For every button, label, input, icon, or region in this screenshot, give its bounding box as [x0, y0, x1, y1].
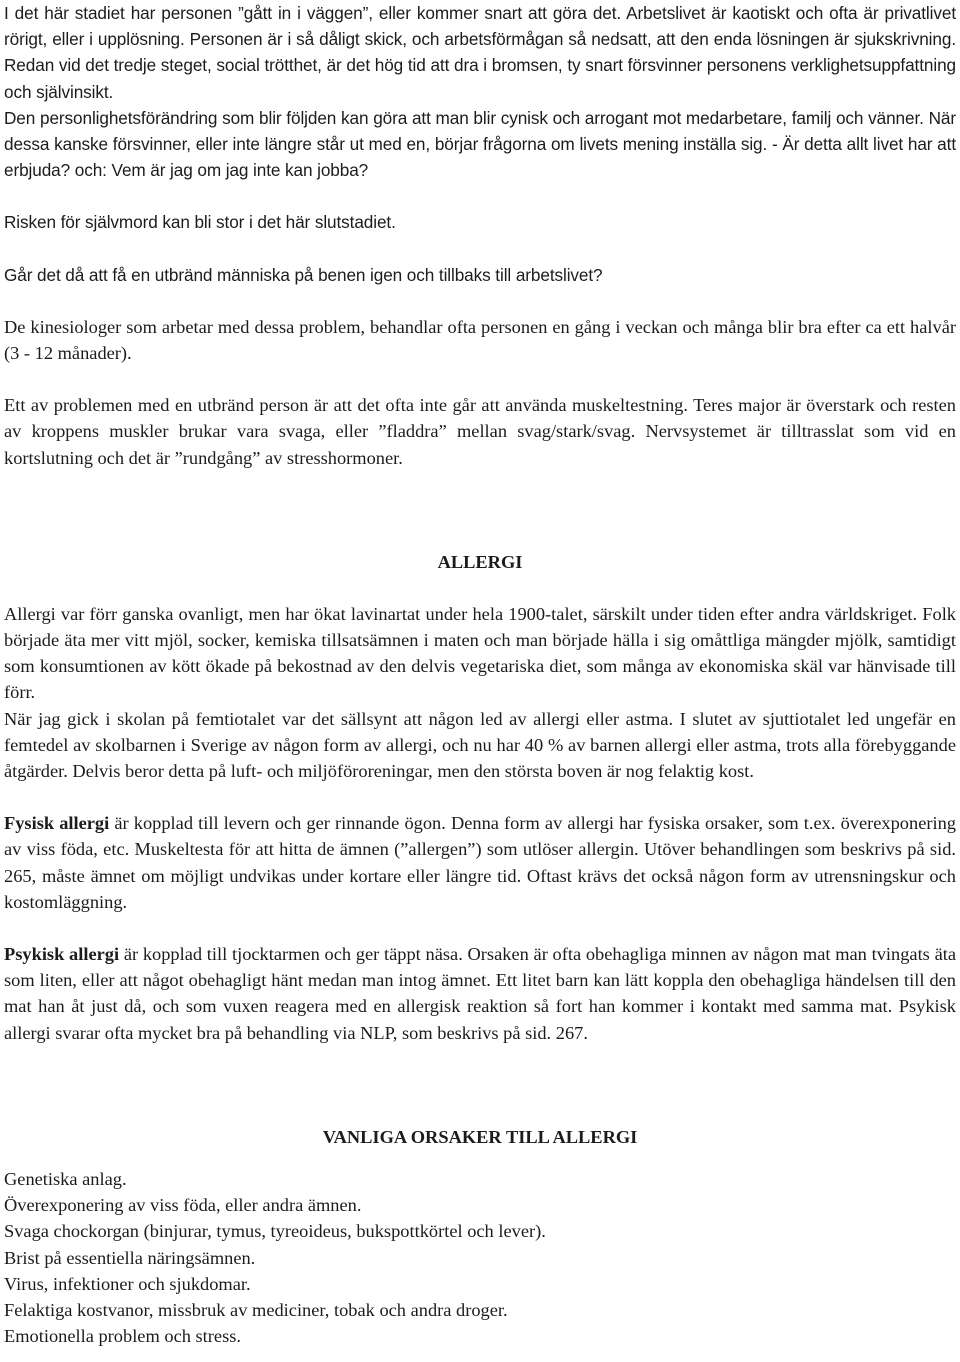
burnout-paragraph-personality: Den personlighetsförändring som blir följden kan göra att man blir cynisk och arrogant mot medarbetare, familj och vänner. När dessa kanske försvinner, eller inte längre står ut med en, börjar frågorna om livets mening inställa sig. - Är detta allt livet har att erbjuda? och: Vem är jag om jag inte kan jobba?: [4, 107, 956, 181]
psychic-allergy-term: Psykisk allergi: [4, 944, 120, 965]
list-item: Genetiska anlag.: [4, 1168, 127, 1189]
spacer: [4, 523, 956, 549]
burnout-paragraph-question: Går det då att få en utbränd människa på benen igen och tillbaks till arbetslivet?: [4, 264, 603, 285]
spacer: [4, 1098, 956, 1124]
list-item: Emotionella problem och stress.: [4, 1326, 241, 1347]
spacer: [4, 784, 956, 810]
allergy-paragraph-history: Allergi var förr ganska ovanligt, men har ökat lavinartat under hela 1900-talet, särskilt under tiden efter andra världskriget. Folk började äta mer vitt mjöl, socker, kemiska tillsatsämnen i maten och man började hälla i sig omåttliga mängder mjölk, samtidigt som konsumtionen av kött ökade på bekostnad av den delvis vegetariska diet, som många av ekonomiska skäl var hänvisade till förr.: [4, 603, 956, 703]
physical-allergy-text: är kopplad till levern och ger rinnande ögon. Denna form av allergi har fysiska orsaker, som t.ex. överexponering av viss föda, etc. Muskeltesta för att hitta de ämnen (”allergen”) som utlöser allergin. Utöver behandlingen som beskrivs på sid. 265, måste ämnet om möjligt undvikas under kortare eller längre tid. Oftast krävs det också någon form av utrensningskur och kostomläggning.: [4, 813, 956, 912]
list-item: Svaga chockorgan (binjurar, tymus, tyreoideus, bukspottkörtel och lever).: [4, 1221, 546, 1242]
allergy-paragraph-physical: [4, 810, 956, 915]
allergy-heading: ALLERGI: [437, 551, 523, 572]
spacer: [4, 915, 956, 941]
document-page: [4, 0, 956, 1349]
spacer: [4, 575, 956, 601]
physical-allergy-term: Fysisk allergi: [4, 813, 110, 834]
causes-list: [4, 1166, 956, 1349]
list-item: Överexponering av viss föda, eller andra ämnen.: [4, 1195, 362, 1216]
spacer: [4, 471, 956, 523]
burnout-paragraph-kinesiology: De kinesiologer som arbetar med dessa problem, behandlar ofta personen en gång i veckan och många blir bra efter ca ett halvår (3 - 12 månader).: [4, 316, 956, 364]
spacer: [4, 366, 956, 392]
spacer: [4, 183, 956, 209]
spacer: [4, 1046, 956, 1098]
burnout-paragraph-stage: I det här stadiet har personen ”gått in i väggen”, eller kommer snart att göra det. Arbetslivet är kaotiskt och ofta är privatlivet rörigt, eller i upplösning. Personen är i så dåligt skick, och arbetsförmågan så nedsatt, att den enda lösningen är sjukskrivning. Redan vid det tredje steget, social trötthet, är det hög tid att dra i bromsen, ty snart försvinner personens verklighetsuppfattning och självinsikt.: [4, 3, 956, 102]
list-item: Virus, infektioner och sjukdomar.: [4, 1273, 251, 1294]
spacer: [4, 288, 956, 314]
allergy-paragraph-psychic: [4, 941, 956, 1046]
spacer: [4, 236, 956, 262]
spacer: [4, 1150, 956, 1166]
list-item: Felaktiga kostvanor, missbruk av mediciner, tobak och andra droger.: [4, 1299, 508, 1320]
burnout-paragraph-muscle-testing: Ett av problemen med en utbränd person är att det ofta inte går att använda muskeltestning. Teres major är överstark och resten av kroppens muskler brukar vara svaga, eller ”fladdra” mellan svag/stark/svag. Nervsystemet är tilltrasslat som vid en kortslutning och det är ”rundgång” av stresshormoner.: [4, 395, 956, 468]
list-item: Brist på essentiella näringsämnen.: [4, 1247, 256, 1268]
causes-heading: VANLIGA ORSAKER TILL ALLERGI: [322, 1126, 638, 1147]
burnout-paragraph-suicide-risk: Risken för självmord kan bli stor i det här slutstadiet.: [4, 212, 396, 233]
psychic-allergy-text: är kopplad till tjocktarmen och ger täppt näsa. Orsaken är ofta obehagliga minnen av någon mat man tvingats äta som liten, eller att något obehagligt hänt medan man intog ämnet. Ett litet barn kan lätt koppla den obehagliga händelsen till den mat han åt just då, och som vuxen reagera med en allergisk reaktion så fort han kommer i kontakt med samma mat. Psykisk allergi svarar ofta mycket bra på behandling via NLP, som beskrivs på sid. 267.: [4, 944, 956, 1043]
allergy-paragraph-school: När jag gick i skolan på femtiotalet var det sällsynt att någon led av allergi eller astma. I slutet av sjuttiotalet led ungefär en femtedel av skolbarnen i Sverige av någon form av allergi, och nu har 40 % av barnen allergi eller astma, trots alla förebyggande åtgärder. Delvis beror detta på luft- och miljöföroreningar, men den största boven är nog felaktig kost.: [4, 708, 956, 782]
